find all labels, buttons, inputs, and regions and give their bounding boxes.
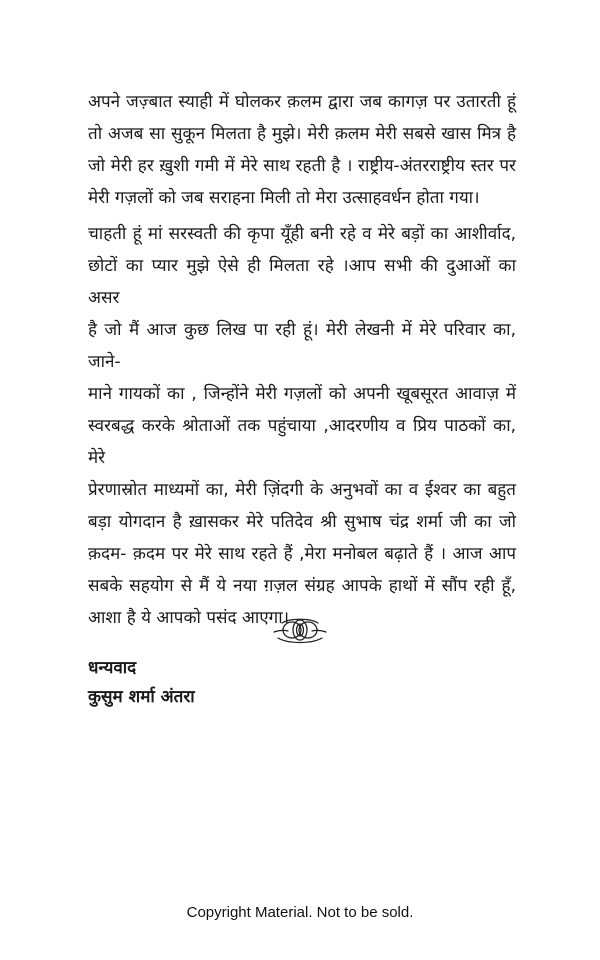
signoff [88, 654, 516, 712]
text-line: चाहती हूं मां सरस्वती की कृपा यूँही बनी रहे व मेरे बड़ों का आशीर्वाद, [88, 224, 516, 244]
text-line: तो अजब सा सुकून मिलता है मुझे। मेरी क़लम मेरी सबसे खास मित्र है [88, 124, 516, 144]
text-line: क़दम- क़दम पर मेरे साथ रहते हैं ,मेरा मनोबल बढ़ाते हैं । आज आप [88, 544, 516, 564]
text-line: प्रेरणास्रोत माध्यमों का, मेरी ज़िंदगी के अनुभवों का व ईश्वर का बहुत [88, 480, 516, 500]
text-line: स्वरबद्ध करके श्रोताओं तक पहुंचाया ,आदरणीय व प्रिय पाठकों का, मेरे [88, 416, 516, 468]
text-line: अपने जज़्बात स्याही में घोलकर क़लम द्वारा जब कागज़ पर उतारती हूं [88, 92, 516, 112]
text-line: मेरी गज़लों को जब सराहना मिली तो मेरा उत्साहवर्धन होता गया। [88, 188, 480, 208]
text-line: माने गायकों का , जिन्होंने मेरी गज़लों को अपनी खूबसूरत आवाज़ में [88, 384, 516, 404]
author-name: कुसुम शर्मा अंतरा [88, 687, 195, 707]
text-line: जो मेरी हर ख़ुशी गमी में मेरे साथ रहती है । राष्ट्रीय-अंतरराष्ट्रीय स्तर पर [88, 156, 516, 176]
paragraph-gratitude [88, 218, 516, 634]
text-line: सबके सहयोग से मैं ये नया ग़ज़ल संग्रह आपके हाथों में सौंप रही हूँ, [88, 576, 516, 596]
flourish-ornament-icon [272, 615, 328, 645]
text-line: है जो मैं आज कुछ लिख पा रही हूं। मेरी लेखनी में मेरे परिवार का, जाने- [88, 320, 516, 372]
text-line: छोटों का प्यार मुझे ऐसे ही मिलता रहे ।आप सभी की दुआओं का असर [88, 256, 516, 308]
thanks-text: धन्यवाद [88, 658, 137, 678]
text-line: आशा है ये आपको पसंद आएगा। [88, 608, 290, 628]
paragraph-intro [88, 86, 516, 214]
text-line: बड़ा योगदान है ख़ासकर मेरे पतिदेव श्री सुभाष चंद्र शर्मा जी का जो [88, 512, 516, 532]
copyright-footer: Copyright Material. Not to be sold. [186, 904, 414, 921]
